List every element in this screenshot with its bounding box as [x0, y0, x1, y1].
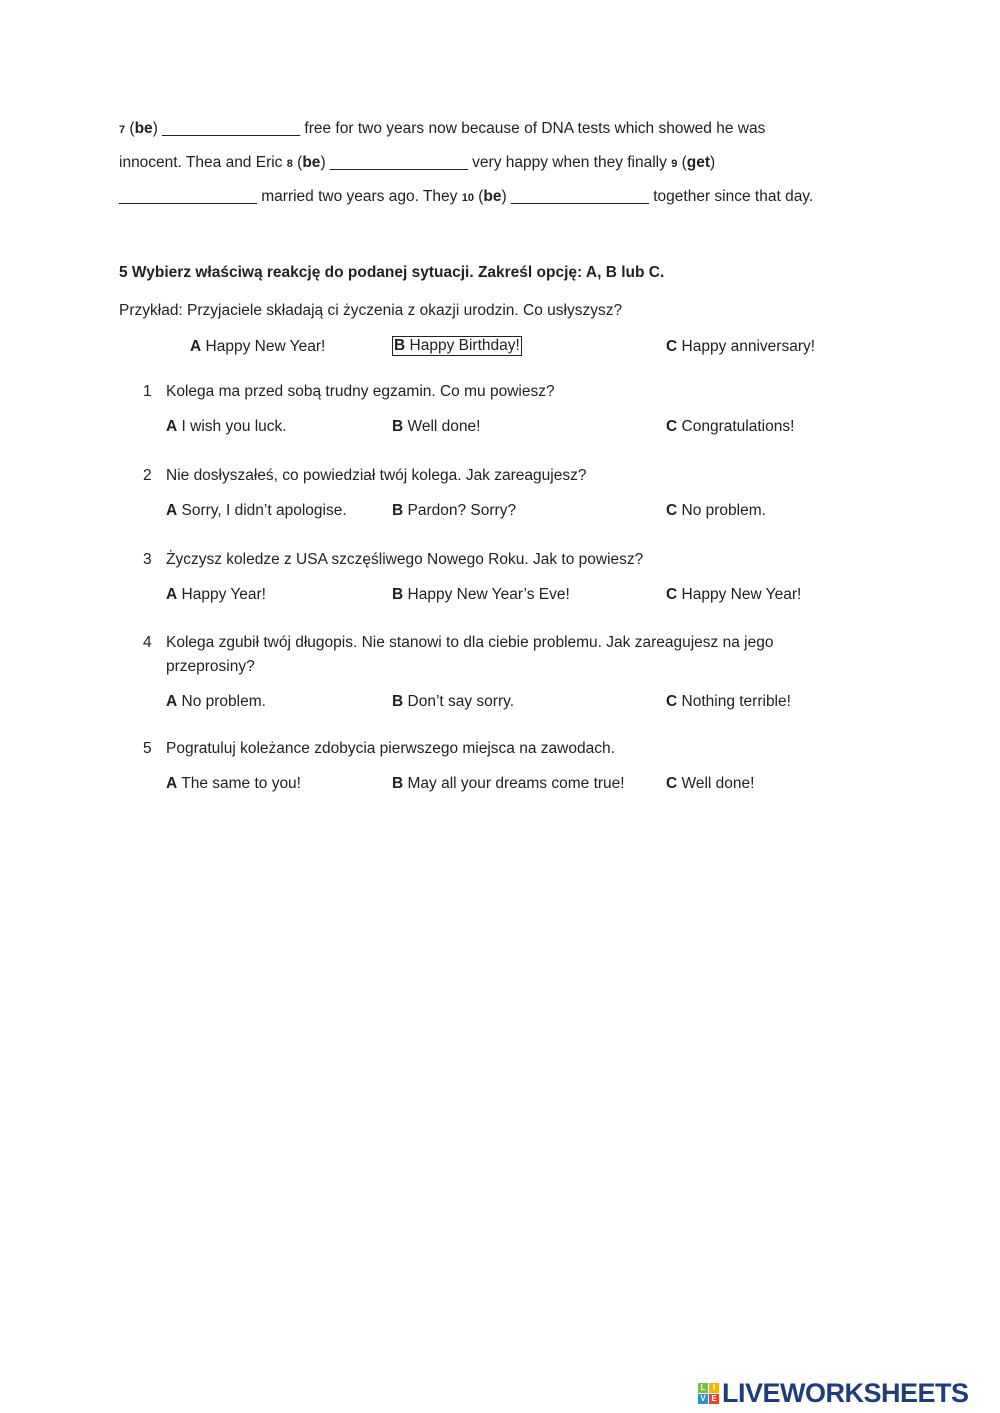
option-letter: C — [666, 418, 678, 435]
option-text: Happy Year! — [181, 586, 266, 603]
option-text: Pardon? Sorry? — [407, 502, 517, 519]
text: together since that day. — [653, 188, 814, 205]
blank-8[interactable]: ________________ — [329, 154, 468, 171]
option-a[interactable] — [166, 418, 287, 436]
option-text: No problem. — [181, 693, 266, 710]
option-letter: B — [392, 775, 404, 792]
option-letter: A — [166, 418, 178, 435]
passage-line-2: innocent. Thea and Eric 8 (be) ________________ very happy when they finally 9 (get) — [119, 154, 716, 171]
question-text-cont: przeprosiny? — [166, 658, 255, 675]
question-text: Kolega ma przed sobą trudny egzamin. Co mu powiesz? — [166, 383, 555, 400]
question-number: 5 — [143, 740, 152, 757]
question-number: 4 — [143, 634, 152, 651]
text: very happy when they finally — [472, 154, 667, 171]
exercise-title: 5 Wybierz właściwą reakcję do podanej sytuacji. Zakreśl opcję: A, B lub C. — [119, 264, 665, 281]
option-text: Well done! — [407, 418, 481, 435]
option-text: May all your dreams come true! — [407, 775, 625, 792]
option-text: The same to you! — [181, 775, 301, 792]
blank-10[interactable]: ________________ — [510, 188, 649, 205]
option-letter: A — [166, 586, 178, 603]
option-a[interactable] — [166, 502, 347, 520]
option-letter: B — [392, 502, 404, 519]
example-text: Przykład: Przyjaciele składają ci życzenia z okazji urodzin. Co usłyszysz? — [119, 302, 623, 319]
question-number: 1 — [143, 383, 152, 400]
option-a[interactable] — [166, 586, 266, 604]
verb: be — [302, 154, 321, 171]
logo-tile: E — [709, 1394, 719, 1404]
option-a[interactable] — [166, 775, 301, 793]
question-text: Kolega zgubił twój długopis. Nie stanowi to dla ciebie problemu. Jak zareagujesz na jego — [166, 634, 774, 651]
option-text: Happy New Year! — [681, 586, 802, 603]
passage-line-3: ________________ married two years ago. They 10 (be) ________________ together since that day. — [119, 188, 814, 205]
option-text: Well done! — [681, 775, 755, 792]
blank-7[interactable]: ________________ — [162, 120, 301, 137]
example-option-c: C Happy anniversary! — [666, 338, 816, 355]
logo-tile: V — [698, 1394, 708, 1404]
item-number: 10 — [461, 192, 474, 204]
option-letter: B — [392, 586, 404, 603]
blank-9[interactable]: ________________ — [119, 188, 257, 205]
question-text: Życzysz koledze z USA szczęśliwego Nowego Roku. Jak to powiesz? — [166, 551, 644, 568]
option-c[interactable] — [666, 418, 794, 436]
option-text: Nothing terrible! — [681, 693, 791, 710]
option-letter: C — [666, 586, 678, 603]
option-letter: A — [166, 502, 178, 519]
example-option-a: A Happy New Year! — [190, 338, 326, 355]
logo-tiles-icon — [698, 1383, 719, 1404]
option-letter: C — [666, 693, 678, 710]
item-number: 9 — [671, 158, 678, 170]
option-b[interactable] — [392, 502, 516, 520]
question-text: Pogratuluj koleżance zdobycia pierwszego miejsca na zawodach. — [166, 740, 615, 757]
verb: be — [483, 188, 502, 205]
option-text: Congratulations! — [681, 418, 795, 435]
option-c[interactable] — [666, 775, 754, 793]
item-number: 7 — [119, 124, 126, 136]
option-b[interactable] — [392, 693, 514, 711]
option-letter: C — [666, 502, 678, 519]
liveworksheets-logo — [698, 1378, 969, 1409]
option-text: Happy New Year’s Eve! — [407, 586, 570, 603]
example-option-b-circled: B Happy Birthday! — [394, 337, 520, 354]
option-c[interactable] — [666, 586, 801, 604]
passage-line-1: 7 (be) ________________ free for two years now because of DNA tests which showed he was — [119, 120, 766, 137]
option-letter: C — [666, 775, 678, 792]
option-text: No problem. — [681, 502, 766, 519]
question-number: 2 — [143, 467, 152, 484]
option-letter: A — [166, 775, 178, 792]
option-b[interactable] — [392, 418, 480, 436]
option-letter: B — [392, 693, 404, 710]
option-c[interactable] — [666, 502, 766, 520]
text: free for two years now because of DNA tests which showed he was — [304, 120, 766, 137]
option-text: I wish you luck. — [181, 418, 287, 435]
option-b[interactable] — [392, 586, 570, 604]
verb: get — [686, 154, 711, 171]
question-text: Nie dosłyszałeś, co powiedział twój kolega. Jak zareagujesz? — [166, 467, 587, 484]
item-number: 8 — [286, 158, 293, 170]
logo-text: LIVEWORKSHEETS — [722, 1378, 969, 1408]
verb: be — [134, 120, 153, 137]
option-a[interactable] — [166, 693, 266, 711]
text: innocent. Thea and Eric — [119, 154, 283, 171]
logo-tile: L — [698, 1383, 708, 1393]
logo-tile: I — [709, 1383, 719, 1393]
question-number: 3 — [143, 551, 152, 568]
option-letter: B — [392, 418, 404, 435]
option-letter: A — [166, 693, 178, 710]
option-text: Sorry, I didn’t apologise. — [181, 502, 347, 519]
option-c[interactable] — [666, 693, 791, 711]
option-b[interactable] — [392, 775, 625, 793]
option-text: Don’t say sorry. — [407, 693, 515, 710]
text: married two years ago. They — [261, 188, 458, 205]
